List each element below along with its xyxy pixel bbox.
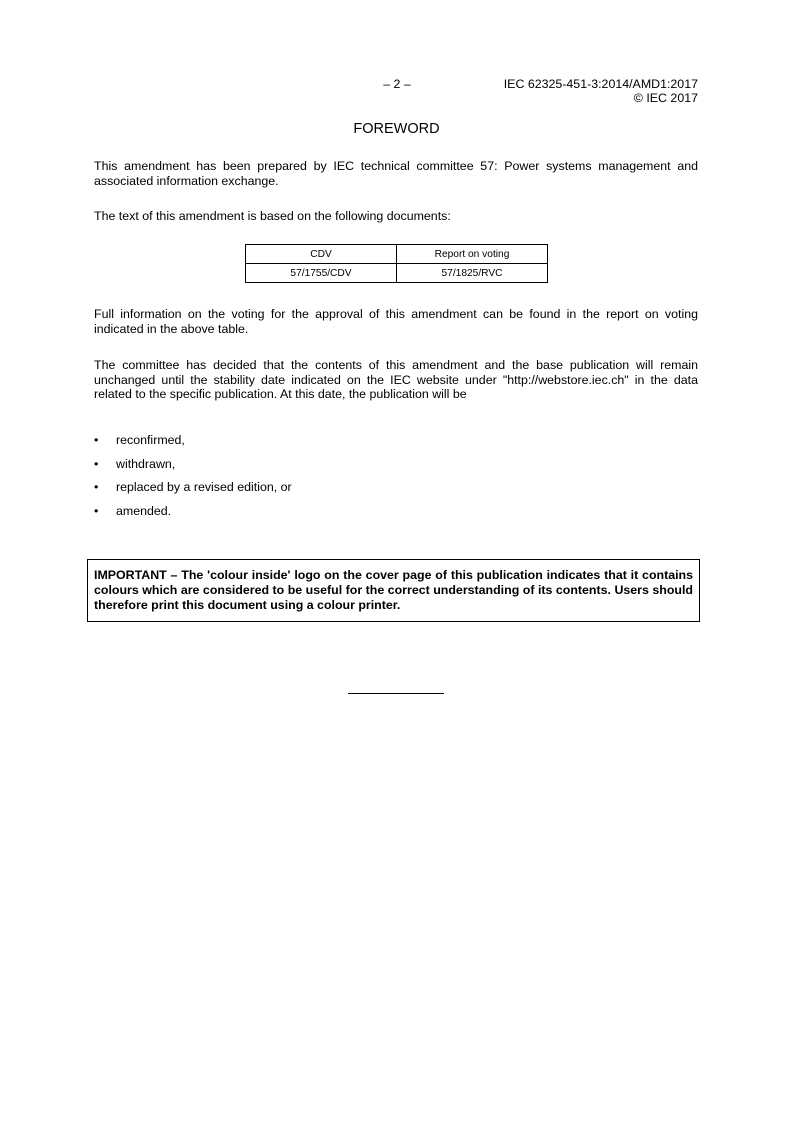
- list-item: [94, 457, 292, 481]
- copyright-notice: © IEC 2017: [633, 91, 698, 105]
- documents-table: [245, 244, 548, 283]
- table-cell-rvc: 57/1825/RVC: [397, 264, 548, 283]
- standard-reference: IEC 62325-451-3:2014/AMD1:2017: [503, 77, 698, 91]
- end-divider: [348, 693, 444, 694]
- table-row: [246, 264, 548, 283]
- committee-paragraph: The committee has decided that the contents of this amendment and the base publication will remain unchanged until the stability date indicated on the IEC website under "http://webstore.iec.ch" in the data related to the specific publication. At this date, the publication will be: [94, 358, 698, 402]
- standard-reference-block: [504, 77, 698, 105]
- list-item-text: withdrawn,: [116, 456, 176, 471]
- table-header-cdv: CDV: [246, 245, 397, 264]
- page-title: FOREWORD: [353, 121, 440, 137]
- intro-paragraph: This amendment has been prepared by IEC technical committee 57: Power systems management and associated information exchange.: [94, 159, 698, 188]
- table-header-row: [246, 245, 548, 264]
- table-cell-cdv: 57/1755/CDV: [246, 264, 397, 283]
- full-info-paragraph: Full information on the voting for the approval of this amendment can be found in the report on voting indicated in the above table.: [94, 307, 698, 336]
- list-item-text: replaced by a revised edition, or: [116, 480, 292, 494]
- based-on-paragraph: The text of this amendment is based on the following documents:: [94, 209, 451, 223]
- table-header-report: Report on voting: [397, 245, 548, 264]
- important-note-box: IMPORTANT – The 'colour inside' logo on the cover page of this publication indicates that it contains colours which are considered to be useful for the correct understanding of its contents. Users should therefore print this document using a colour printer.: [87, 559, 700, 622]
- list-item: [94, 480, 292, 504]
- options-list: [94, 433, 292, 527]
- list-item-text: amended.: [116, 503, 172, 518]
- list-item: [94, 504, 292, 528]
- bullet-icon: •: [94, 456, 99, 471]
- list-item-text: reconfirmed,: [116, 433, 185, 447]
- bullet-icon: •: [94, 480, 99, 494]
- bullet-icon: •: [94, 503, 99, 518]
- page-number: – 2 –: [383, 77, 411, 91]
- bullet-icon: •: [94, 433, 99, 447]
- list-item: [94, 433, 292, 457]
